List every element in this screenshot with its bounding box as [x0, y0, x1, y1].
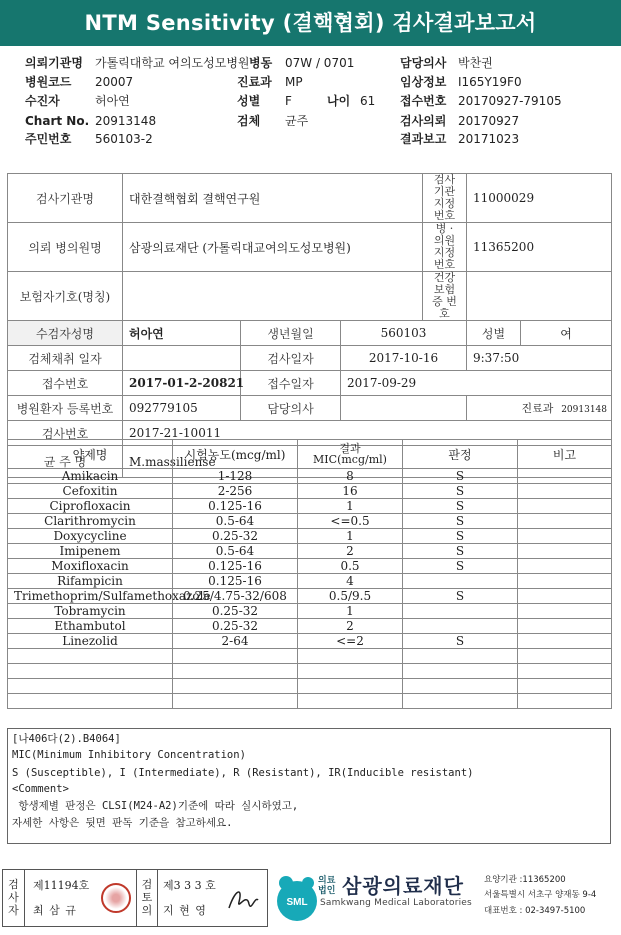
patient-sex-label: 성별 — [467, 321, 521, 346]
test-number-value: 2017-21-10011 — [123, 421, 612, 446]
dept-label: 진료과 — [237, 75, 272, 89]
drug-row — [8, 544, 612, 559]
drug-name-cell — [8, 694, 173, 709]
comment-line-3: S (Susceptible), I (Intermediate), R (Resistant), IR(Inducible resistant) — [12, 767, 474, 779]
logo-text: SML — [286, 897, 308, 908]
mic-header — [298, 440, 403, 469]
institution-code: 요양기관 :11365200 — [484, 875, 566, 885]
hospital-code-value: 20007 — [95, 75, 134, 89]
clinic-dept-value: 20913148 — [561, 405, 608, 415]
drug-row — [8, 679, 612, 694]
checker-label: 검토의 — [136, 870, 158, 926]
drug-name-cell — [8, 664, 173, 679]
mic-cell: 1 — [298, 604, 403, 619]
test-number-label: 검사번호 — [8, 421, 123, 446]
test-range-cell: 0.125-16 — [173, 499, 298, 514]
test-range-cell — [173, 694, 298, 709]
resident-no-value: 560103-2 — [95, 132, 153, 146]
company-logo — [272, 871, 322, 923]
judgement-cell: S — [403, 544, 518, 559]
report-title: NTM Sensitivity (결핵협회) 검사결과보고서 — [0, 0, 621, 46]
judgement-cell: S — [403, 634, 518, 649]
drug-name-cell: Linezolid — [8, 634, 173, 649]
drug-row — [8, 469, 612, 484]
attending-value — [341, 396, 467, 421]
company-phone: 대표번호 : 02-3497-5100 — [484, 906, 586, 916]
test-date-label: 검사일자 — [241, 346, 341, 371]
company-name: 삼광의료재단 — [342, 874, 464, 898]
mic-cell: 2 — [298, 619, 403, 634]
company-address: 서울특별시 서초구 양재동 9-4 — [484, 890, 597, 900]
checker-signature-icon — [225, 882, 261, 916]
sex-value: F — [285, 94, 292, 108]
report-header — [0, 52, 621, 148]
specimen-label: 검체 — [237, 114, 261, 128]
test-range-cell: 0.25-32 — [173, 604, 298, 619]
checker-name: 지 현 영 — [163, 904, 207, 917]
note-cell — [518, 679, 612, 694]
mic-cell: 2 — [298, 544, 403, 559]
hospital-no-value: 11365200 — [467, 223, 612, 272]
mic-unit-header: MIC(mcg/ml) — [313, 453, 387, 466]
drug-name-cell: Ciprofloxacin — [8, 499, 173, 514]
note-cell — [518, 694, 612, 709]
drug-row — [8, 634, 612, 649]
doctor-value: 박찬권 — [458, 56, 493, 70]
comment-line-6: 자세한 사항은 뒷면 판독 기준을 참고하세요. — [12, 817, 233, 829]
doctor-label: 담당의사 — [400, 56, 447, 70]
test-range-cell: 0.125-16 — [173, 559, 298, 574]
mic-cell — [298, 649, 403, 664]
test-range-cell: 2-256 — [173, 484, 298, 499]
tester-seal-icon — [101, 883, 131, 913]
judgement-cell: S — [403, 499, 518, 514]
judgement-header: 판정 — [403, 440, 518, 469]
judgement-cell — [403, 694, 518, 709]
dept-value: MP — [285, 75, 303, 89]
patient-name-label: 수검자성명 — [8, 321, 123, 346]
hospital-name-value: 삼광의료재단 (가톨릭대교여의도성모병원) — [123, 223, 423, 272]
drug-row — [8, 604, 612, 619]
request-date-label: 검사의뢰 — [400, 114, 447, 128]
mic-cell — [298, 664, 403, 679]
sml-logo-icon — [272, 871, 322, 923]
chart-no-value: 20913148 — [95, 114, 157, 128]
test-range-cell: 0.125-16 — [173, 574, 298, 589]
lab-no-value: 11000029 — [467, 174, 612, 223]
note-cell — [518, 664, 612, 679]
mic-cell — [298, 679, 403, 694]
drug-row — [8, 559, 612, 574]
judgement-cell — [403, 574, 518, 589]
checker-license: 제3 3 3 호 — [163, 879, 216, 892]
resident-no-label: 주민번호 — [25, 132, 72, 146]
judgement-cell — [403, 619, 518, 634]
receipt-no-value: 20170927-79105 — [458, 94, 562, 108]
comment-line-4: <Comment> — [12, 783, 69, 795]
test-range-cell: 0.5-64 — [173, 544, 298, 559]
drug-table — [7, 439, 612, 709]
receipt-number-label: 접수번호 — [8, 371, 123, 396]
hospital-code-label: 병원코드 — [25, 75, 72, 89]
test-range-cell — [173, 664, 298, 679]
note-cell — [518, 469, 612, 484]
comment-line-5: 항생제별 판정은 CLSI(M24-A2)기준에 따라 실시하였고, — [12, 800, 299, 812]
mic-cell: 4 — [298, 574, 403, 589]
judgement-cell — [403, 664, 518, 679]
test-range-cell: 2-64 — [173, 634, 298, 649]
drug-row — [8, 664, 612, 679]
sex-label: 성별 — [237, 94, 261, 108]
drug-name-cell — [8, 679, 173, 694]
note-header: 비고 — [518, 440, 612, 469]
drug-name-cell: Imipenem — [8, 544, 173, 559]
patient-value: 허아연 — [95, 94, 130, 108]
mic-cell: 8 — [298, 469, 403, 484]
judgement-cell: S — [403, 514, 518, 529]
drug-row — [8, 484, 612, 499]
drug-row — [8, 619, 612, 634]
tester-license: 제11194호 — [33, 879, 90, 892]
comment-box — [7, 728, 611, 844]
patient-sex-value: 여 — [521, 321, 612, 346]
drug-row — [8, 589, 612, 604]
report-date-value: 20171023 — [458, 132, 520, 146]
note-cell — [518, 589, 612, 604]
ward-label: 병동 — [249, 56, 273, 70]
note-cell — [518, 559, 612, 574]
health-insurance-label: 건강보험 증 번 호 — [423, 272, 467, 321]
collect-date-label: 검체채취 일자 — [8, 346, 123, 371]
result-header: 결과 — [339, 442, 361, 455]
judgement-cell: S — [403, 484, 518, 499]
drug-name-cell: Clarithromycin — [8, 514, 173, 529]
hospital-value: 가톨릭대학교 여의도성모병원 — [95, 56, 250, 70]
request-date-value: 20170927 — [458, 114, 520, 128]
age-label: 나이 — [327, 94, 351, 108]
note-cell — [518, 649, 612, 664]
drug-name-cell: Ethambutol — [8, 619, 173, 634]
judgement-cell — [403, 604, 518, 619]
drug-row — [8, 514, 612, 529]
clinical-info-value: I165Y19F0 — [458, 75, 522, 89]
test-range-cell: 0.5-64 — [173, 514, 298, 529]
dob-value: 560103 — [341, 321, 467, 346]
registration-label: 병원환자 등록번호 — [8, 396, 123, 421]
receipt-date-label: 접수일자 — [241, 371, 341, 396]
drug-row — [8, 499, 612, 514]
note-cell — [518, 634, 612, 649]
note-cell — [518, 529, 612, 544]
test-range-cell — [173, 679, 298, 694]
info-table — [7, 173, 612, 478]
tester-label: 검사자 — [3, 870, 25, 926]
judgement-cell: S — [403, 469, 518, 484]
drug-row — [8, 529, 612, 544]
judgement-cell — [403, 649, 518, 664]
registration-value: 092779105 — [123, 396, 241, 421]
clinic-dept-label: 진료과 — [521, 402, 554, 415]
patient-label: 수진자 — [25, 94, 60, 108]
mic-cell: 0.5 — [298, 559, 403, 574]
test-range-cell: 0.25-32 — [173, 529, 298, 544]
receipt-number-value: 2017-01-2-20821 — [123, 371, 241, 396]
signature-box — [2, 869, 268, 927]
note-cell — [518, 619, 612, 634]
test-date-value: 2017-10-16 — [341, 346, 467, 371]
drug-name-cell: Trimethoprim/Sulfamethoxazole — [8, 589, 173, 604]
drug-name-cell: Tobramycin — [8, 604, 173, 619]
hospital-name-label: 의뢰 병의원명 — [8, 223, 123, 272]
mic-cell: 16 — [298, 484, 403, 499]
attending-label: 담당의사 — [241, 396, 341, 421]
tester-name: 최 삼 규 — [33, 904, 77, 917]
insured-label: 보험자기호(명칭) — [8, 272, 123, 321]
mic-cell: 0.5/9.5 — [298, 589, 403, 604]
mic-cell: <=0.5 — [298, 514, 403, 529]
chart-no-label: Chart No. — [25, 114, 90, 128]
drug-name-cell: Amikacin — [8, 469, 173, 484]
drug-name-cell: Doxycycline — [8, 529, 173, 544]
judgement-cell: S — [403, 589, 518, 604]
drug-row — [8, 574, 612, 589]
age-value: 61 — [360, 94, 376, 108]
mic-cell: 1 — [298, 529, 403, 544]
receipt-no-label: 접수번호 — [400, 94, 447, 108]
judgement-cell: S — [403, 559, 518, 574]
drug-row — [8, 694, 612, 709]
test-range-cell: 0.25/4.75-32/608 — [173, 589, 298, 604]
hospital-no-label: 병 · 의원 지정번호 — [423, 223, 467, 272]
lab-name-label: 검사기관명 — [8, 174, 123, 223]
lab-name-value: 대한결핵협회 결핵연구원 — [123, 174, 423, 223]
drug-name-cell: Moxifloxacin — [8, 559, 173, 574]
ward-value: 07W / 0701 — [285, 56, 355, 70]
test-range-cell: 1-128 — [173, 469, 298, 484]
test-time-value: 9:37:50 — [467, 346, 612, 371]
report-date-label: 결과보고 — [400, 132, 447, 146]
mic-cell: <=2 — [298, 634, 403, 649]
hospital-label: 의뢰기관명 — [25, 56, 83, 70]
note-cell — [518, 574, 612, 589]
comment-line-2: MIC(Minimum Inhibitory Concentration) — [12, 749, 246, 761]
organism-value: M.massiliense — [123, 446, 612, 478]
drug-name-cell: Cefoxitin — [8, 484, 173, 499]
organism-label: 균 주 명 — [8, 446, 123, 478]
drug-name-cell: Rifampicin — [8, 574, 173, 589]
collect-date-value — [123, 346, 241, 371]
test-range-cell: 0.25-32 — [173, 619, 298, 634]
drug-row — [8, 649, 612, 664]
lab-no-label: 검사기관 지정번호 — [423, 174, 467, 223]
drug-name-cell — [8, 649, 173, 664]
drug-name-header: 약제명 — [8, 440, 173, 469]
receipt-date-value: 2017-09-29 — [341, 371, 612, 396]
patient-name-value: 허아연 — [123, 321, 241, 346]
note-cell — [518, 544, 612, 559]
judgement-cell: S — [403, 529, 518, 544]
mic-cell: 1 — [298, 499, 403, 514]
insured-value — [123, 272, 423, 321]
test-range-cell — [173, 649, 298, 664]
judgement-cell — [403, 679, 518, 694]
company-name-en: Samkwang Medical Laboratories — [320, 898, 472, 908]
dob-label: 생년월일 — [241, 321, 341, 346]
note-cell — [518, 499, 612, 514]
note-cell — [518, 514, 612, 529]
specimen-value: 균주 — [285, 114, 309, 128]
clinical-info-label: 임상정보 — [400, 75, 447, 89]
test-range-header: 시험농도(mcg/ml) — [173, 440, 298, 469]
note-cell — [518, 484, 612, 499]
comment-line-1: [나406다(2).B4064] — [12, 733, 121, 745]
note-cell — [518, 604, 612, 619]
mic-cell — [298, 694, 403, 709]
corp-prefix: 의료법인 — [318, 876, 336, 896]
health-insurance-value — [467, 272, 612, 321]
